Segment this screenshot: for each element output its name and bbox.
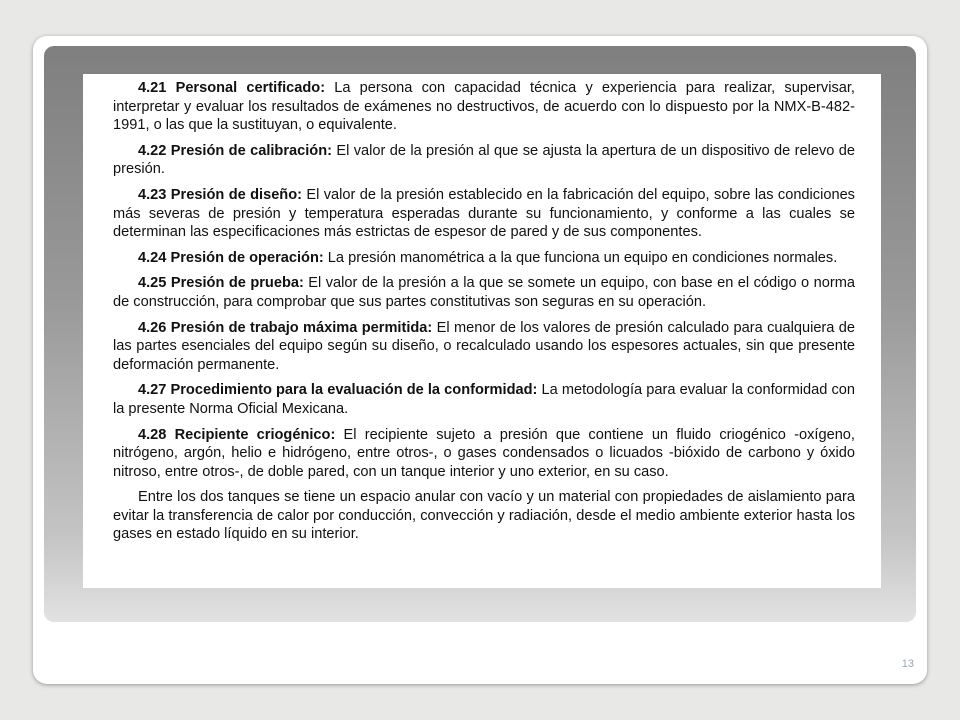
definition-text: El valor de la presión a la que se somete un equipo, con base en el código o norma de construcción, para comprobar que sus partes constitutivas son seguras en su operación.: [113, 275, 855, 310]
definition-term: 4.21 Personal certificado:: [138, 80, 326, 96]
definition-text: La presión manométrica a la que funciona un equipo en condiciones normales.: [323, 249, 838, 266]
page-number: 13: [901, 658, 914, 670]
definition-4-27: [113, 381, 855, 418]
slide-header-band: [44, 46, 916, 622]
definition-text: El valor de la presión establecido en la fabricación del equipo, sobre las condiciones más severas de presión y temperatura esperadas durante su funcionamiento, y conforme a las cuales se determinan las especificaciones más estrictas de espesor de pared y de sus componentes.: [113, 186, 855, 241]
definition-4-22: [113, 142, 855, 179]
definition-term: 4.23 Presión de diseño:: [138, 186, 302, 203]
definition-4-23: [113, 186, 855, 242]
document-excerpt: [83, 74, 881, 588]
definition-text: El valor de la presión al que se ajusta la apertura de un dispositivo de relevo de presión.: [113, 142, 855, 178]
definition-text: La persona con capacidad técnica y experiencia para realizar, supervisar, interpretar y evaluar los resultados de exámenes no destructivos, de acuerdo con lo dispuesto por la NMX-B-482-1991, o las que la sustituyan, o equivalente.: [113, 80, 855, 134]
slide: [33, 36, 927, 684]
definition-text: El menor de los valores de presión calculado para cualquiera de las partes esenciales del equipo según su diseño, o recalculado usando los espesores actuales, sin que presente deformación permanente.: [113, 319, 855, 373]
definition-term: 4.26 Presión de trabajo máxima permitida:: [138, 319, 433, 336]
definition-4-26: [113, 319, 855, 375]
definition-term: 4.28 Recipiente criogénico:: [138, 426, 336, 443]
definition-term: 4.22 Presión de calibración:: [138, 142, 332, 159]
definition-4-28: [113, 426, 855, 482]
definition-text: El recipiente sujeto a presión que contiene un fluido criogénico -oxígeno, nitrógeno, argón, helio e hidrógeno, entre otros-, o gases condensados o licuados -bióxido de carbono y óxido nitroso, entre otros-, de doble pared, con un tanque interior y uno exterior, en su caso.: [113, 426, 855, 480]
definition-4-24: [113, 249, 855, 268]
definition-term: 4.27 Procedimiento para la evaluación de la conformidad:: [138, 382, 538, 399]
definition-term: 4.24 Presión de operación:: [138, 249, 324, 266]
definition-term: 4.25 Presión de prueba:: [138, 275, 304, 292]
definition-text: La metodología para evaluar la conformidad con la presente Norma Oficial Mexicana.: [113, 382, 855, 417]
definition-4-21: [113, 79, 855, 135]
definition-4-25: [113, 274, 855, 311]
closing-paragraph: Entre los dos tanques se tiene un espacio anular con vacío y un material con propiedades de aislamiento para evitar la transferencia de calor por conducción, convección y radiación, desde el medio ambiente exterior hasta los gases en estado líquido en su interior.: [113, 489, 855, 543]
